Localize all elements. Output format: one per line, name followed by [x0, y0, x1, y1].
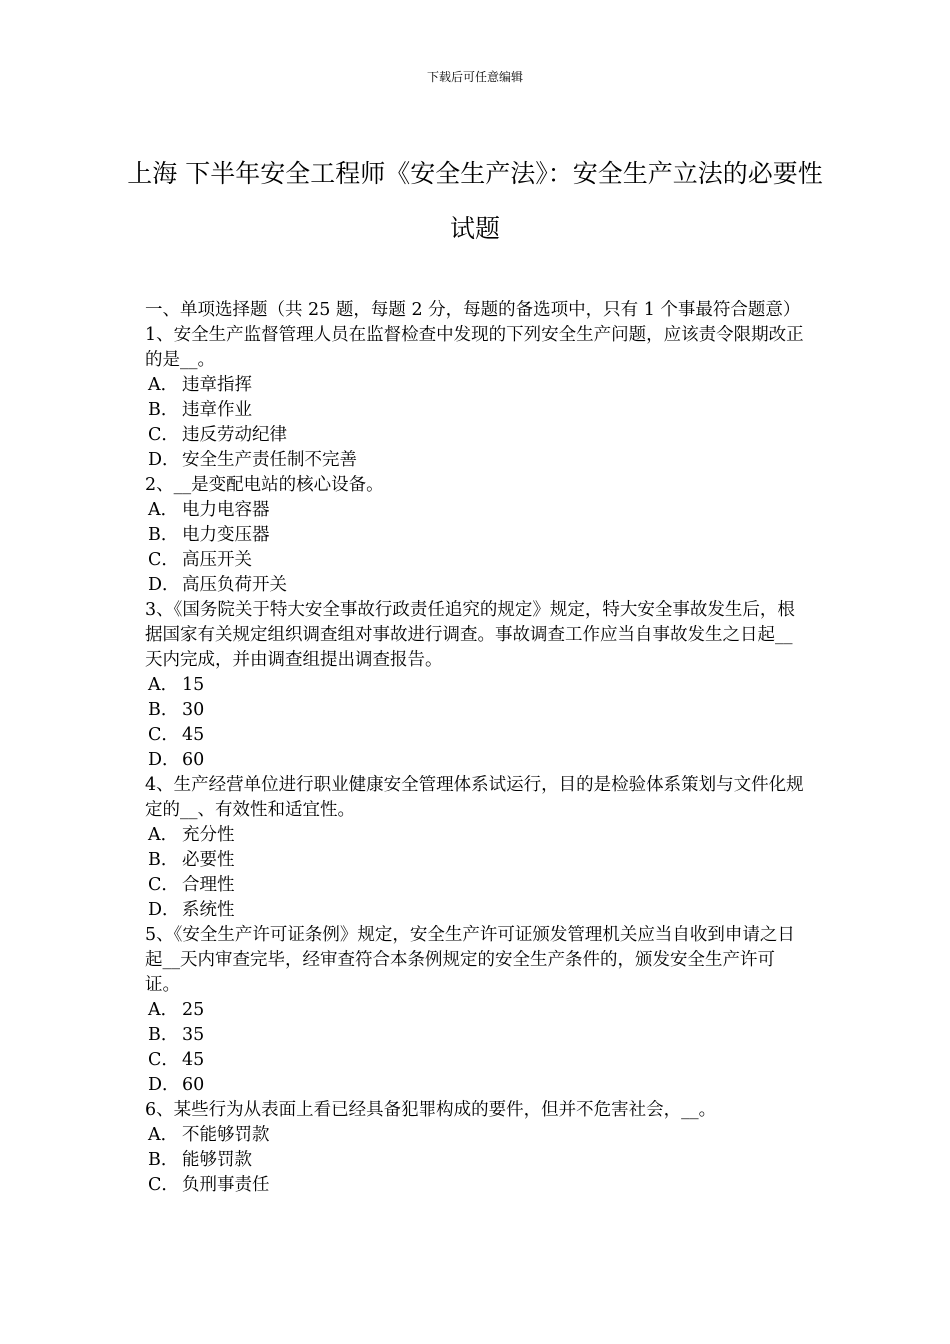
option-c: C． 合理性 — [148, 875, 235, 895]
option-c: C． 违反劳动纪律 — [148, 425, 287, 445]
option-d: D． 60 — [148, 750, 205, 770]
question-text: 2、__是变配电站的核心设备。 — [145, 475, 384, 495]
question-6 — [145, 1098, 809, 1198]
option-d: D． 系统性 — [148, 900, 235, 920]
option-d: D． 安全生产责任制不完善 — [148, 450, 357, 470]
option-b: B． 能够罚款 — [148, 1150, 252, 1170]
option-d: D． 高压负荷开关 — [148, 575, 287, 595]
question-text: 4、生产经营单位进行职业健康安全管理体系试运行，目的是检验体系策划与文件化规定的__、有效性和适宜性。 — [145, 775, 804, 820]
option-c: C． 高压开关 — [148, 550, 252, 570]
option-b: B． 30 — [148, 700, 205, 720]
question-text: 3、《国务院关于特大安全事故行政责任追究的规定》规定，特大安全事故发生后，根据国家有关规定组织调查组对事故进行调查。事故调查工作应当自事故发生之日起__天内完成，并由调查组提出调查报告。 — [145, 600, 795, 670]
question-3 — [145, 598, 809, 773]
option-c: C． 45 — [148, 1050, 205, 1070]
question-text: 6、某些行为从表面上看已经具备犯罪构成的要件，但并不危害社会，__。 — [145, 1100, 717, 1120]
option-a: A． 充分性 — [148, 825, 235, 845]
question-text: 1、安全生产监督管理人员在监督检查中发现的下列安全生产问题，应该责令限期改正的是__。 — [145, 325, 804, 370]
question-text: 5、《安全生产许可证条例》规定，安全生产许可证颁发管理机关应当自收到申请之日起__天内审查完毕，经审查符合本条例规定的安全生产条件的，颁发安全生产许可证。 — [145, 925, 795, 995]
question-4 — [145, 773, 809, 923]
option-a: A． 25 — [148, 1000, 205, 1020]
option-a: A． 15 — [148, 675, 205, 695]
option-c: C． 负刑事责任 — [148, 1175, 270, 1195]
option-b: B． 违章作业 — [148, 400, 252, 420]
option-d: D． 60 — [148, 1075, 205, 1095]
option-a: A． 违章指挥 — [148, 375, 252, 395]
question-5 — [145, 923, 809, 1098]
document-title: 上海 下半年安全工程师《安全生产法》：安全生产立法的必要性试题 — [127, 159, 823, 243]
option-b: B． 电力变压器 — [148, 525, 270, 545]
option-a: A． 电力电容器 — [148, 500, 270, 520]
section-heading: 一、单项选择题（共 25 题，每题 2 分，每题的备选项中，只有 1 个事最符合题意） — [145, 300, 801, 320]
document-body — [145, 298, 809, 1198]
option-a: A． 不能够罚款 — [148, 1125, 270, 1145]
header-note: 下载后可任意编辑 — [426, 70, 523, 84]
option-b: B． 必要性 — [148, 850, 235, 870]
option-b: B． 35 — [148, 1025, 205, 1045]
option-c: C． 45 — [148, 725, 205, 745]
question-1 — [145, 323, 809, 473]
question-2 — [145, 473, 809, 598]
